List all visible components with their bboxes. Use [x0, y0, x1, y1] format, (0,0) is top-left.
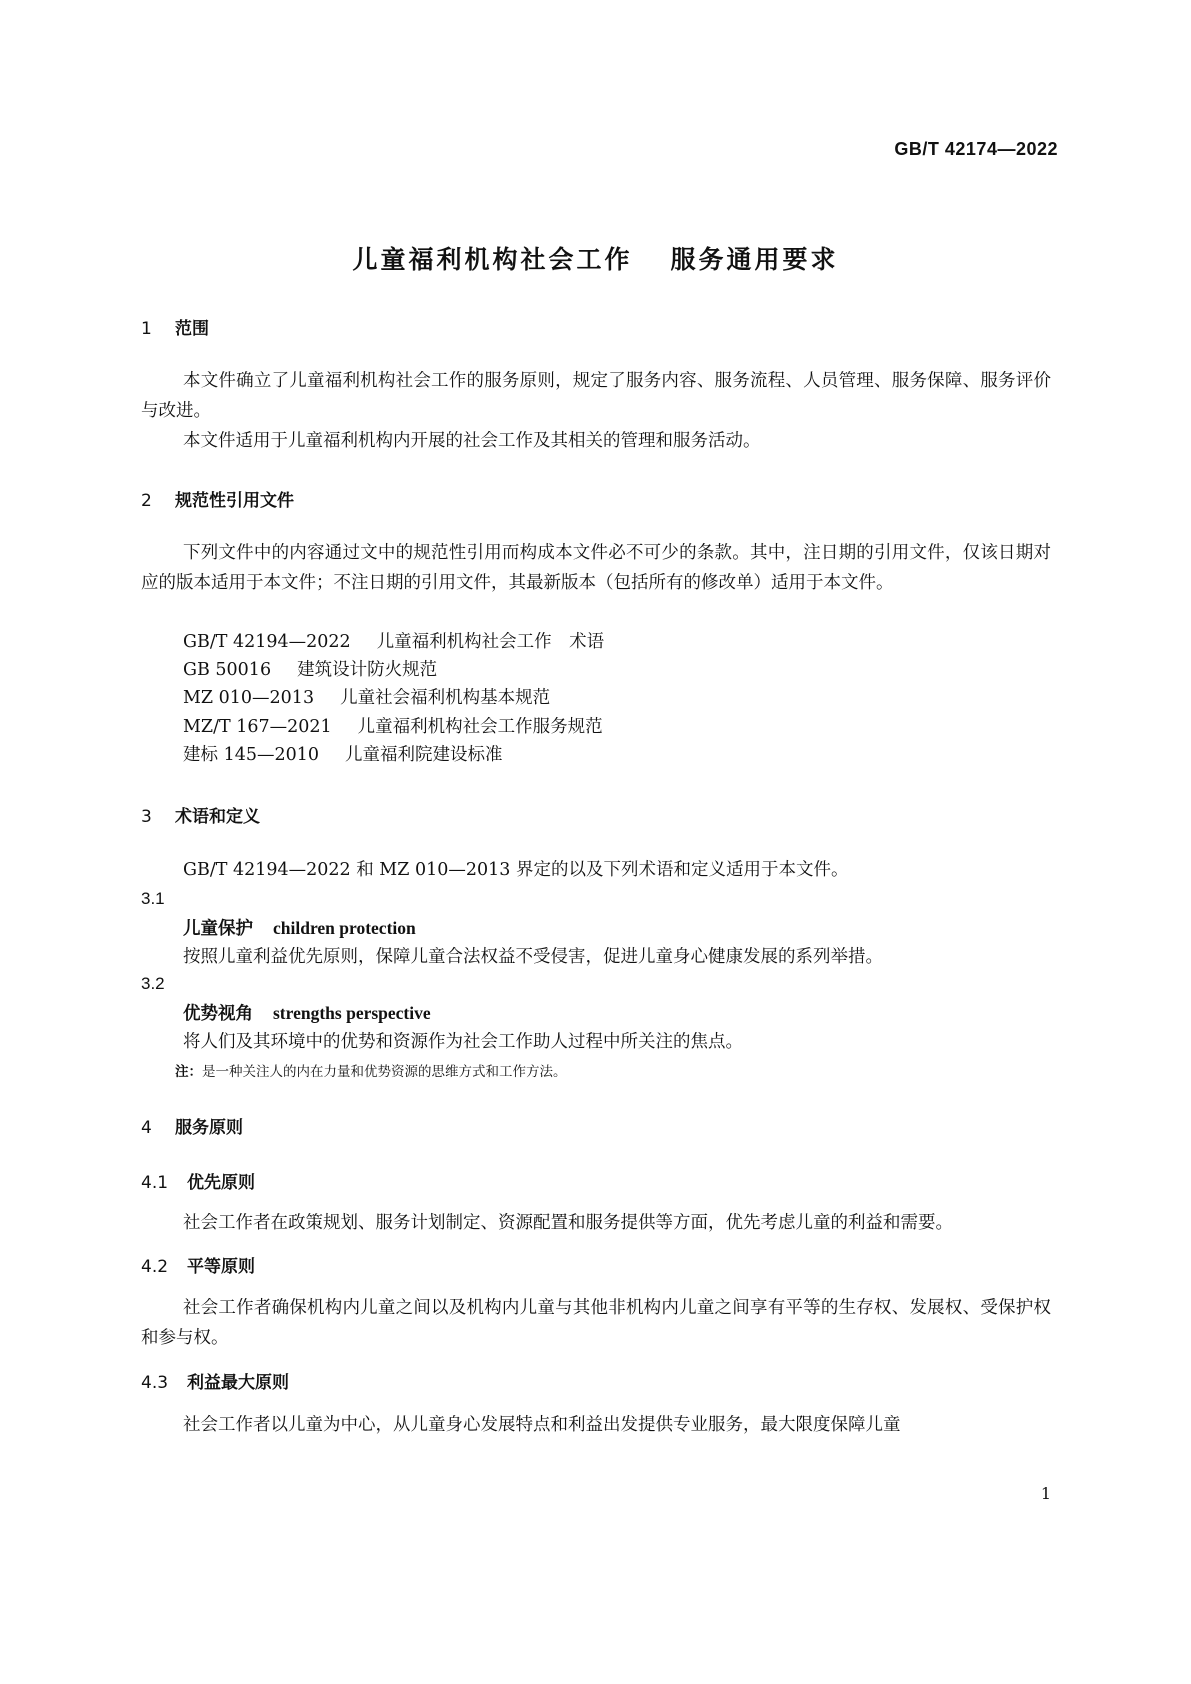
document-title: [0, 240, 1191, 276]
subsection-heading: 4.2 平等原则: [141, 1257, 255, 1277]
section-3-intro: GB/T 42194—2022 和 MZ 010—2013 界定的以及下列术语和定义适用于本文件。: [183, 860, 849, 880]
term-entry: 儿童保护 children protection: [183, 918, 416, 939]
subsection-text: 社会工作者确保机构内儿童之间以及机构内儿童与其他非机构内儿童之间享有平等的生存权、发展权、受保护权和参与权。: [141, 1298, 1051, 1348]
reference-item: MZ/T 167—2021 儿童福利机构社会工作服务规范: [183, 717, 603, 737]
term-number: 3.1: [141, 889, 165, 908]
section-2-heading: 2 规范性引用文件: [141, 491, 294, 511]
section-1-paragraph: 本文件确立了儿童福利机构社会工作的服务原则，规定了服务内容、服务流程、人员管理、服务保障、服务评价与改进。: [141, 371, 1051, 421]
reference-item: 建标 145—2010 儿童福利院建设标准: [183, 745, 503, 765]
term-entry: 优势视角 strengths perspective: [183, 1003, 431, 1024]
term-number: 3.2: [141, 974, 165, 993]
term-note: 注：是一种关注人的内在力量和优势资源的思维方式和工作方法。: [175, 1064, 567, 1080]
reference-item: MZ 010—2013 儿童社会福利机构基本规范: [183, 688, 551, 708]
title-main: 儿童福利机构社会工作: [352, 245, 633, 274]
section-1-heading: 1 范围: [141, 319, 209, 339]
section-2-intro: 下列文件中的内容通过文中的规范性引用而构成本文件必不可少的条款。其中，注日期的引用文件，仅该日期对应的版本适用于本文件；不注日期的引用文件，其最新版本（包括所有的修改单）适用于本文件。: [141, 543, 1051, 593]
section-4-heading: 4 服务原则: [141, 1118, 243, 1138]
title-sub: 服务通用要求: [670, 245, 839, 274]
standard-code: GB/T 42174—2022: [894, 139, 1058, 159]
term-definition: 按照儿童利益优先原则，保障儿童合法权益不受侵害，促进儿童身心健康发展的系列举措。: [183, 947, 883, 967]
subsection-text: 社会工作者在政策规划、服务计划制定、资源配置和服务提供等方面，优先考虑儿童的利益和需要。: [183, 1213, 953, 1233]
reference-item: GB/T 42194—2022 儿童福利机构社会工作 术语: [183, 632, 605, 652]
page-number: 1: [1040, 1484, 1051, 1503]
subsection-heading: 4.1 优先原则: [141, 1173, 255, 1193]
section-3-heading: 3 术语和定义: [141, 807, 260, 827]
section-1-paragraph: 本文件适用于儿童福利机构内开展的社会工作及其相关的管理和服务活动。: [183, 431, 761, 451]
subsection-heading: 4.3 利益最大原则: [141, 1373, 289, 1393]
subsection-text: 社会工作者以儿童为中心，从儿童身心发展特点和利益出发提供专业服务，最大限度保障儿童: [183, 1415, 901, 1435]
term-definition: 将人们及其环境中的优势和资源作为社会工作助人过程中所关注的焦点。: [183, 1032, 743, 1052]
reference-item: GB 50016 建筑设计防火规范: [183, 660, 438, 680]
